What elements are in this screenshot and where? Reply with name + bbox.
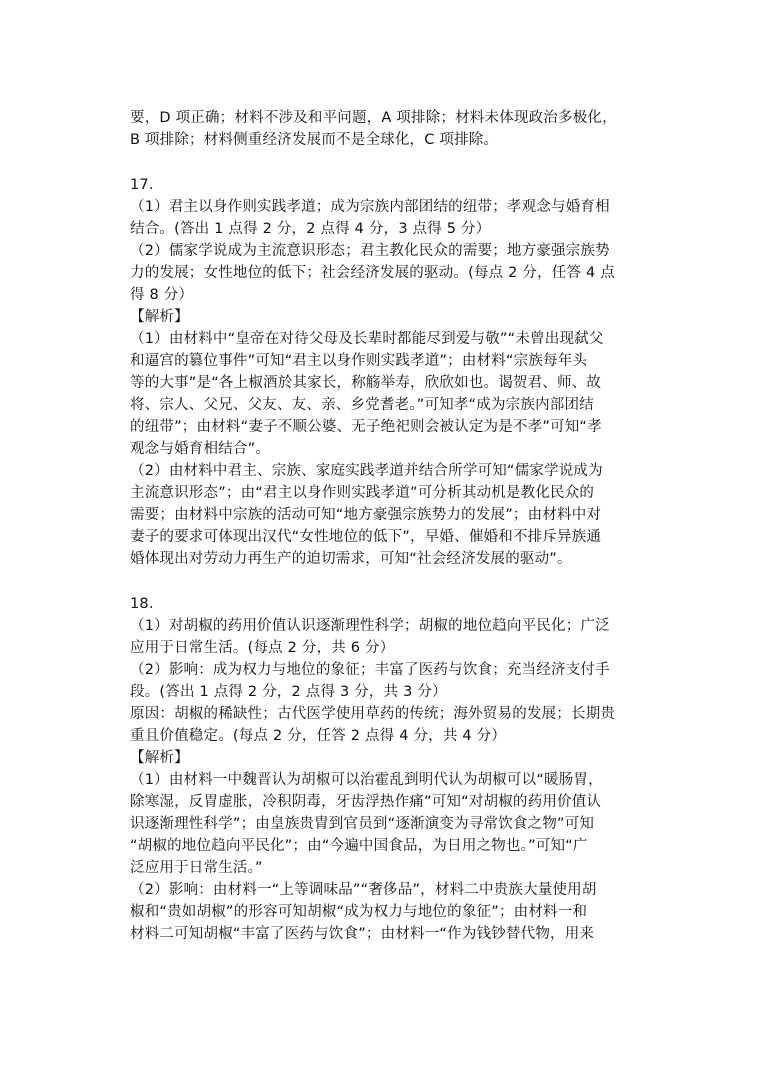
text-line: 除寒湿，反胃虚胀，冷积阴毒，牙齿浮热作痛”可知“对胡椒的药用价值认 <box>130 794 602 810</box>
text-line: 的纽带”；由材料“妻子不顺公婆、无子绝祀则会被认定为是不孝”可知“孝 <box>130 419 602 435</box>
text-line: B 项排除；材料侧重经济发展而不是全球化，C 项排除。 <box>130 132 499 148</box>
question-number: 18. <box>130 596 154 612</box>
text-line: 椒和“贵如胡椒”的形容可知胡椒“成为权力与地位的象征”；由材料一和 <box>130 904 588 920</box>
text-line: （2）儒家学说成为主流意识形态；君主教化民众的需要；地方豪强宗族势 <box>130 243 610 259</box>
text-line: “胡椒的地位趋向平民化”；由“今遍中国食品，为日用之物也。”可知“广 <box>130 838 588 854</box>
question-number: 17. <box>130 177 154 193</box>
text-line: 主流意识形态”；由“君主以身作则实践孝道”可分析其动机是教化民众的 <box>130 485 595 501</box>
analysis-heading: 【解析】 <box>130 750 189 766</box>
text-line: 力的发展；女性地位的低下；社会经济发展的驱动。(每点 2 分，任答 4 点 <box>130 265 615 281</box>
text-line: 和逼宫的篡位事件”可知“君主以身作则实践孝道”；由材料“宗族每年头 <box>130 353 588 369</box>
text-line: （1）对胡椒的药用价值认识逐渐理性科学；胡椒的地位趋向平民化；广泛 <box>130 618 610 634</box>
text-line: 应用于日常生活。(每点 2 分，共 6 分） <box>130 640 395 656</box>
text-line: （2）影响：成为权力与地位的象征；丰富了医药与饮食；充当经济支付手 <box>130 662 610 678</box>
text-line: 妻子的要求可体现出汉代“女性地位的低下”，早婚、催婚和不排斥异族通 <box>130 529 602 545</box>
text-line: 需要；由材料中宗族的活动可知“地方豪强宗族势力的发展”；由材料中对 <box>130 507 602 523</box>
text-line: 重且价值稳定。(每点 2 分，任答 2 点得 4 分，共 4 分） <box>130 728 507 744</box>
text-line: 泛应用于日常生活。” <box>130 860 263 876</box>
text-line: （2）由材料中君主、宗族、家庭实践孝道并结合所学可知“儒家学说成为 <box>130 463 603 479</box>
text-line: （1）由材料中“皇帝在对待父母及长辈时都能尽到爱与敬”“未曾出现弑父 <box>130 331 604 347</box>
text-line: 结合。(答出 1 点得 2 分，2 点得 4 分，3 点得 5 分） <box>130 221 491 237</box>
text-line: （1）君主以身作则实践孝道；成为宗族内部团结的纽带；孝观念与婚育相 <box>130 199 610 215</box>
text-line: 婚体现出对劳动力再生产的迫切需求，可知“社会经济发展的驱动”。 <box>130 551 572 567</box>
text-line: 得 8 分） <box>130 287 194 303</box>
text-line: 原因：胡椒的稀缺性；古代医学使用草药的传统；海外贸易的发展；长期贵 <box>130 706 616 722</box>
text-line: 将、宗人、父兄、父友、友、亲、乡党耆老。”可知孝“成为宗族内部团结 <box>130 397 594 413</box>
analysis-heading: 【解析】 <box>130 309 189 325</box>
text-line: 等的大事”是“各上椒酒於其家长，称觞举寿，欣欣如也。谒贺君、师、故 <box>130 375 602 391</box>
text-line: 要，D 项正确；材料不涉及和平问题，A 项排除；材料未体现政治多极化， <box>130 110 617 126</box>
text-line: 识逐渐理性科学”；由皇族贵胄到官员到“逐渐演变为寻常饮食之物”可知 <box>130 816 595 832</box>
text-line: （2）影响：由材料一“上等调味品”“奢侈品”，材料二中贵族大量使用胡 <box>130 882 597 898</box>
text-line: 观念与婚育相结合”。 <box>130 441 271 457</box>
text-line: 段。(答出 1 点得 2 分，2 点得 3 分，共 3 分） <box>130 684 447 700</box>
text-line: 材料二可知胡椒“丰富了医药与饮食”；由材料一“作为钱钞替代物，用来 <box>130 926 595 942</box>
text-line: （1）由材料一中魏晋认为胡椒可以治霍乱到明代认为胡椒可以“暖肠胃， <box>130 772 603 788</box>
